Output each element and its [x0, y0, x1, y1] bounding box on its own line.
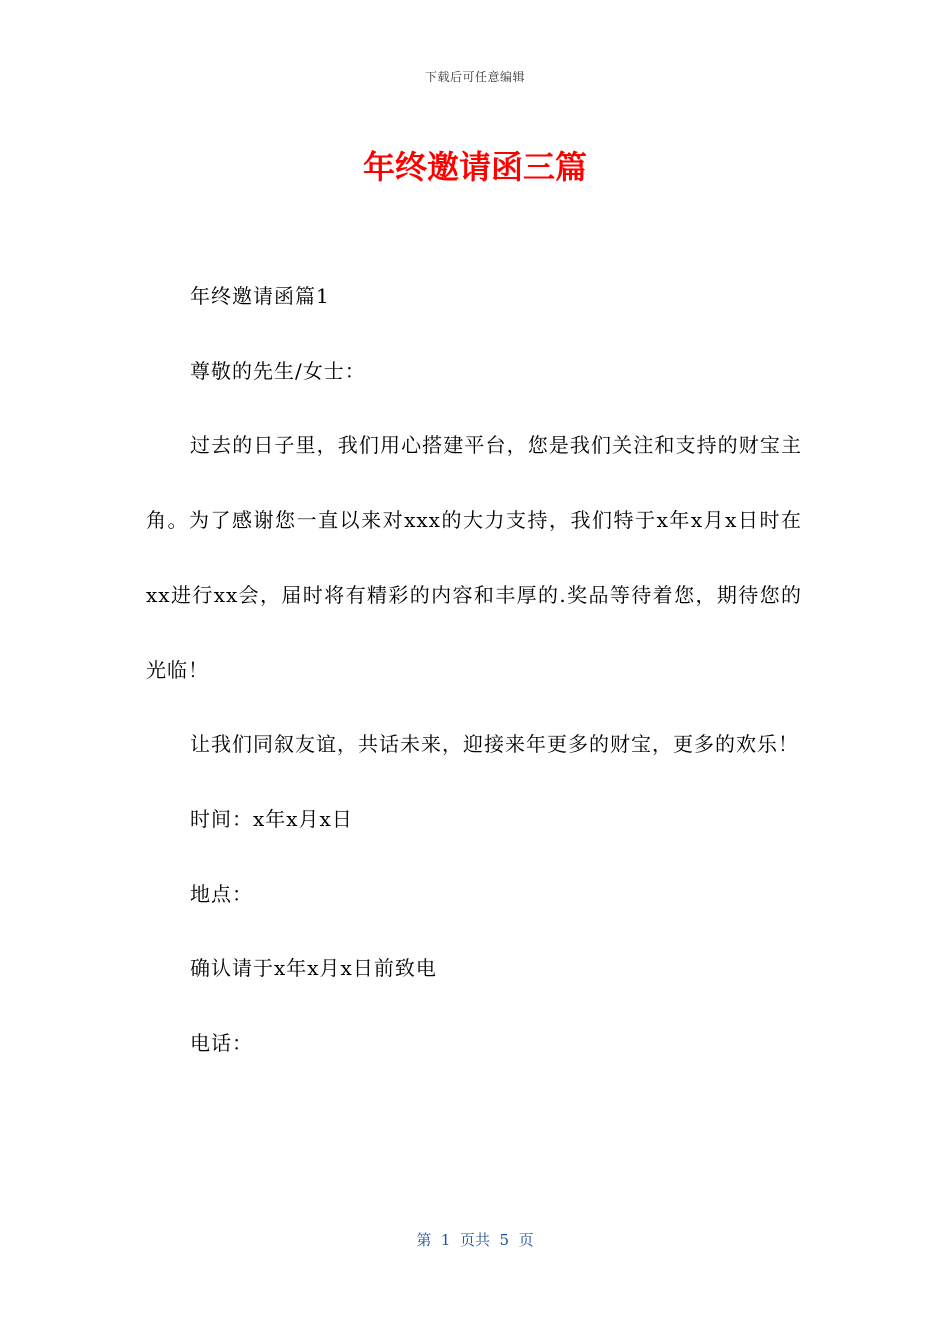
event-time: 时间：x年x月x日	[190, 806, 353, 831]
rsvp-note: 确认请于x年x月x日前致电	[190, 956, 437, 981]
page-number: 第 1 页共 5 页	[416, 1231, 534, 1249]
section-heading: 年终邀请函篇1	[190, 284, 330, 308]
body-paragraph: 过去的日子里，我们用心搭建平台，您是我们关注和支持的财宝主角。为了感谢您一直以来对xxx的大力支持，我们特于x年x月x日时在xx进行xx会，届时将有精彩的内容和丰厚的.奖品等待着您，期待您的光临！	[146, 433, 802, 682]
body-paragraph: 让我们同叙友谊，共话未来，迎接来年更多的财宝，更多的欢乐！	[190, 732, 799, 757]
salutation: 尊敬的先生/女士：	[190, 358, 366, 383]
event-location: 地点：	[190, 881, 253, 906]
document-title: 年终邀请函三篇	[362, 148, 587, 186]
contact-phone: 电话：	[190, 1031, 253, 1056]
page-header-note: 下载后可任意编辑	[424, 70, 525, 84]
document-body	[146, 259, 802, 1081]
